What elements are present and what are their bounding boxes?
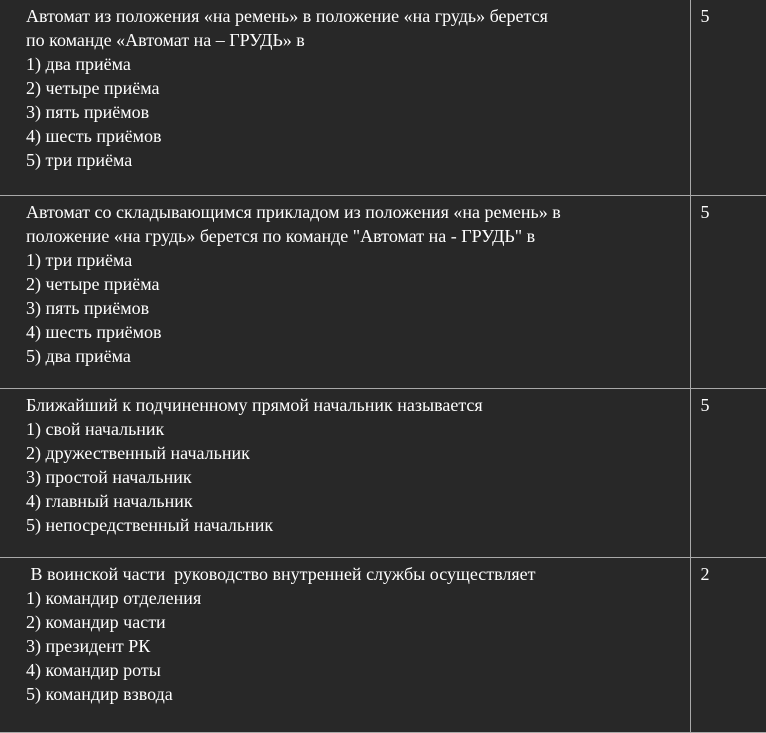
score-cell (690, 389, 766, 558)
answer-option: 2) четыре приёма (26, 272, 690, 296)
score-value: 5 (701, 200, 766, 224)
score-value: 5 (701, 393, 766, 417)
score-cell (690, 0, 766, 196)
answer-option: 2) дружественный начальник (26, 441, 690, 465)
question-cell (0, 389, 690, 558)
answer-option: 3) пять приёмов (26, 296, 690, 320)
answer-option: 5) непосредственный начальник (26, 513, 690, 537)
answer-option: 2) четыре приёма (26, 76, 690, 100)
question-row (0, 389, 766, 558)
answer-option: 3) простой начальник (26, 465, 690, 489)
answer-option: 5) два приёма (26, 344, 690, 368)
question-text-line: Автомат из положения «на ремень» в положение «на грудь» берется (26, 4, 690, 28)
question-text-line: Автомат со складывающимся прикладом из положения «на ремень» в (26, 200, 690, 224)
score-cell (690, 196, 766, 389)
answer-option: 4) командир роты (26, 658, 690, 682)
question-row (0, 196, 766, 389)
score-value: 2 (701, 562, 766, 586)
score-cell (690, 558, 766, 733)
question-cell (0, 558, 690, 733)
answer-option: 3) президент РК (26, 634, 690, 658)
answer-option: 5) три приёма (26, 148, 690, 172)
question-text-line: В воинской части руководство внутренней службы осуществляет (26, 562, 690, 586)
answer-option: 1) три приёма (26, 248, 690, 272)
answer-option: 1) свой начальник (26, 417, 690, 441)
question-text-line: по команде «Автомат на – ГРУДЬ» в (26, 28, 690, 52)
answer-option: 3) пять приёмов (26, 100, 690, 124)
answer-option: 4) шесть приёмов (26, 124, 690, 148)
answer-option: 1) два приёма (26, 52, 690, 76)
answer-option: 5) командир взвода (26, 682, 690, 706)
question-cell (0, 0, 690, 196)
question-text-line: положение «на грудь» берется по команде "Автомат на - ГРУДЬ" в (26, 224, 690, 248)
answer-option: 2) командир части (26, 610, 690, 634)
question-text-line: Ближайший к подчиненному прямой начальник называется (26, 393, 690, 417)
question-row (0, 0, 766, 196)
answer-option: 4) шесть приёмов (26, 320, 690, 344)
question-row (0, 558, 766, 733)
answer-option: 1) командир отделения (26, 586, 690, 610)
score-value: 5 (701, 4, 766, 28)
answer-option: 4) главный начальник (26, 489, 690, 513)
question-cell (0, 196, 690, 389)
